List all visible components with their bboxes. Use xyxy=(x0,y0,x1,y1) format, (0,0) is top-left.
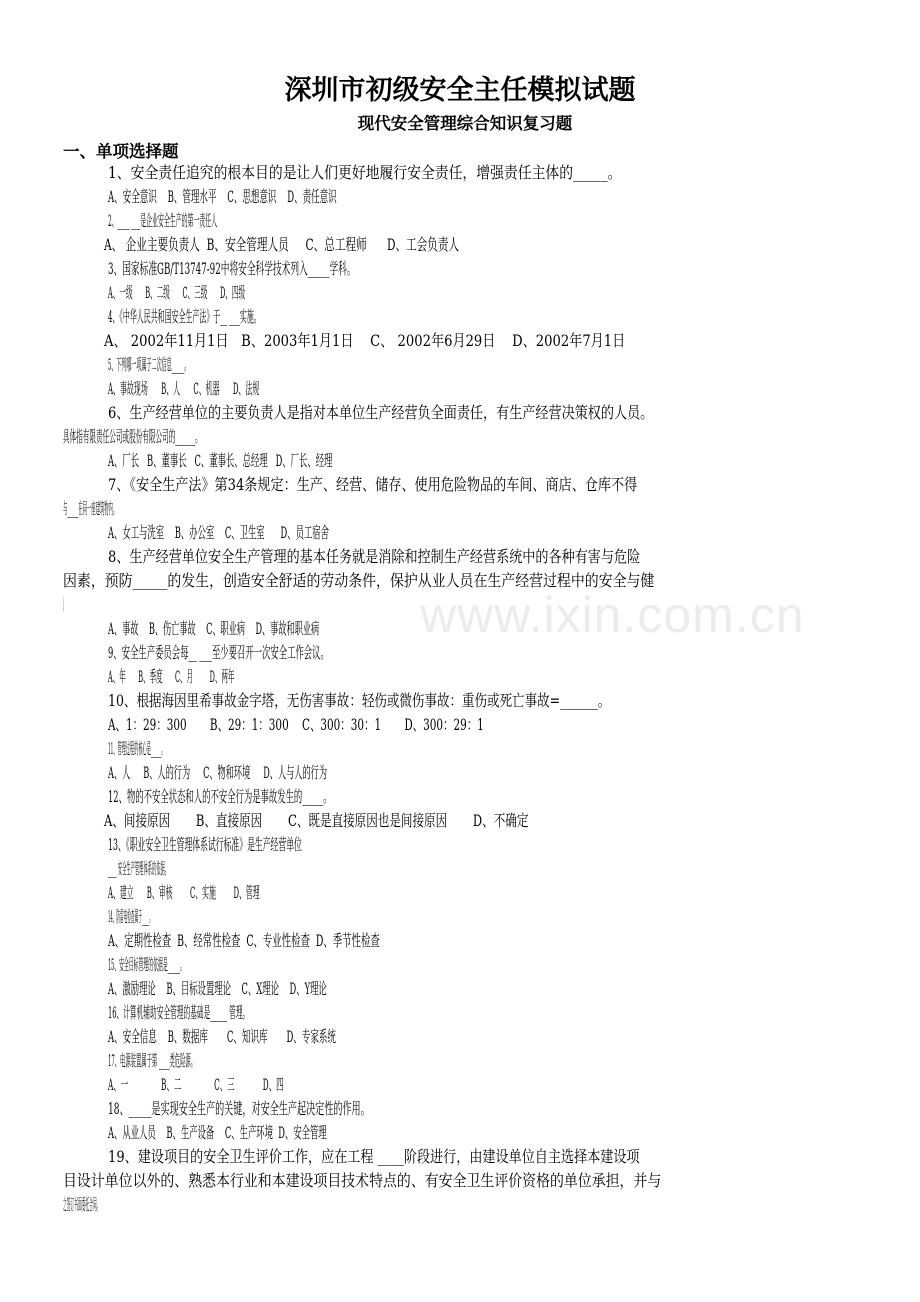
text-line: 7、《安全生产法》第34条规定：生产、经营、储存、使用危险物品的车间、商店、仓库不得 xyxy=(108,475,638,494)
text-line: A、安全信息 B、数据库 C、知识库 D、专家系统 xyxy=(108,1027,336,1046)
text-line: 2、____ ___是企业安全生产的第一责任人 xyxy=(108,211,218,230)
text-line: A、女工与洗室 B、办公室 C、卫生室 D、员工宿舍 xyxy=(108,523,329,542)
text-line: 10、根据海因里希事故金字塔，无伤害事故：轻伤或微伤事故：重伤或死亡事故=______。 xyxy=(108,691,611,710)
text-line: 16、计算机辅助安全管理的基础是_____ 管理。 xyxy=(108,1003,250,1022)
text-line: A、间接原因 B、直接原因 C、既是直接原因也是间接原因 D、不确定 xyxy=(104,811,529,830)
text-line: 9、安全生产委员会每__ ___至少要召开一次安全工作会议。 xyxy=(108,643,329,662)
text-line: 康。 xyxy=(63,595,65,614)
text-line: 3、国家标准GB/T13747-92中将安全科学技术列入_____学科。 xyxy=(108,259,356,278)
text-line: 因素，预防_____的发生，创造安全舒适的劳动条件，保护从业人员在生产经营过程中的安全与健 xyxy=(63,571,655,590)
watermark: www.ixin.com.cn xyxy=(420,587,805,643)
text-line: 12、物的不安全状态和人的不安全行为是事故发生的_____。 xyxy=(108,787,332,806)
text-line: A、1：29：300 B、29：1：300 C、300：30：1 D、300：29：1 xyxy=(108,715,484,734)
text-line: A、建立 B、审核 C、实施 D、管理 xyxy=(108,883,260,902)
page-subtitle: 现代安全管理综合知识复习题 xyxy=(357,114,573,133)
text-line: A、定期性检查 B、经常性检查 C、专业性检查 D、季节性检查 xyxy=(108,931,380,950)
text-line: 1、安全责任追究的根本目的是让人们更好地履行安全责任，增强责任主体的_____。 xyxy=(108,163,622,182)
text-line: 13、《职业安全卫生管理体系试行标准》是生产经营单位 xyxy=(108,835,302,854)
text-line: A、一 B、二 C、三 D、四 xyxy=(108,1075,284,1094)
text-line: A、从业人员 B、生产设备 C、生产环境 D、安全管理 xyxy=(108,1123,327,1142)
text-line: A、 2002年11月1日 B、2003年1月1日 C、 2002年6月29日 D、2002年7月1日 xyxy=(104,331,626,350)
text-line: 18、_____是实现安全生产的关键，对安全生产起决定性的作用。 xyxy=(108,1099,370,1118)
text-line: 17、电源装置属于第 ____类危险源。 xyxy=(108,1051,196,1070)
text-line: 11、管理过程的核心是_____。 xyxy=(108,739,166,758)
text-line: A、 企业主要负责人 B、安全管理人员 C、总工程师 D、工会负责人 xyxy=(104,235,460,254)
text-line: 19、建设项目的安全卫生评价工作，应在工程 ____阶段进行，由建设单位自主选择本建设项 xyxy=(108,1147,640,1166)
text-line: ____ 安全生产管理体系的依据。 xyxy=(108,859,170,878)
text-line: 之签订书面委托合同。 xyxy=(63,1195,101,1214)
text-line: A、激励理论 B、目标设置理论 C、X理论 D、Y理论 xyxy=(108,979,327,998)
text-line: 8、生产经营单位安全生产管理的基本任务就是消除和控制生产经营系统中的各种有害与危险 xyxy=(108,547,641,566)
text-line: 14、防雷电检查属于____。 xyxy=(108,907,153,926)
text-line: A、一级 B、二级 C、三级 D、四级 xyxy=(108,283,246,302)
text-line: 15、安全目标管理的依据是_____。 xyxy=(108,955,185,974)
text-line: 4、《中华人民共和国安全生产法》于__ ___实施。 xyxy=(108,307,261,326)
text-line: 具体指有限责任公司或股份有限公司的______。 xyxy=(63,427,202,446)
text-line: 6、生产经营单位的主要负责人是指对本单位生产经营负全面责任，有生产经营决策权的人员。 xyxy=(108,403,654,422)
text-line: 与_____在同一座建筑物内。 xyxy=(63,499,118,518)
text-line: A、事故 B、伤亡事故 C、职业病 D、事故和职业病 xyxy=(108,619,320,638)
text-line: 目设计单位以外的、熟悉本行业和本建设项目技术特点的、有安全卫生评价资格的单位承担，并与 xyxy=(63,1171,662,1190)
text-line: A、厂长 B、董事长 C、董事长、总经理 D、厂长、经理 xyxy=(108,451,333,470)
section-heading: 一、单项选择题 xyxy=(63,142,179,161)
page-title: 深圳市初级安全主任模拟试题 xyxy=(284,75,636,106)
text-line: A、年 B、季度 C、月 D、两年 xyxy=(108,667,235,686)
text-line: A、安全意识 B、管理水平 C、思想意识 D、责任意识 xyxy=(108,187,337,206)
text-line: 5、下列哪一项属于二次信息_____。 xyxy=(108,355,190,374)
text-line: A、人 B、人的行为 C、物和环境 D、人与人的行为 xyxy=(108,763,328,782)
text-line: A、事故现场 B、人 C、机器 D、法规 xyxy=(108,379,260,398)
